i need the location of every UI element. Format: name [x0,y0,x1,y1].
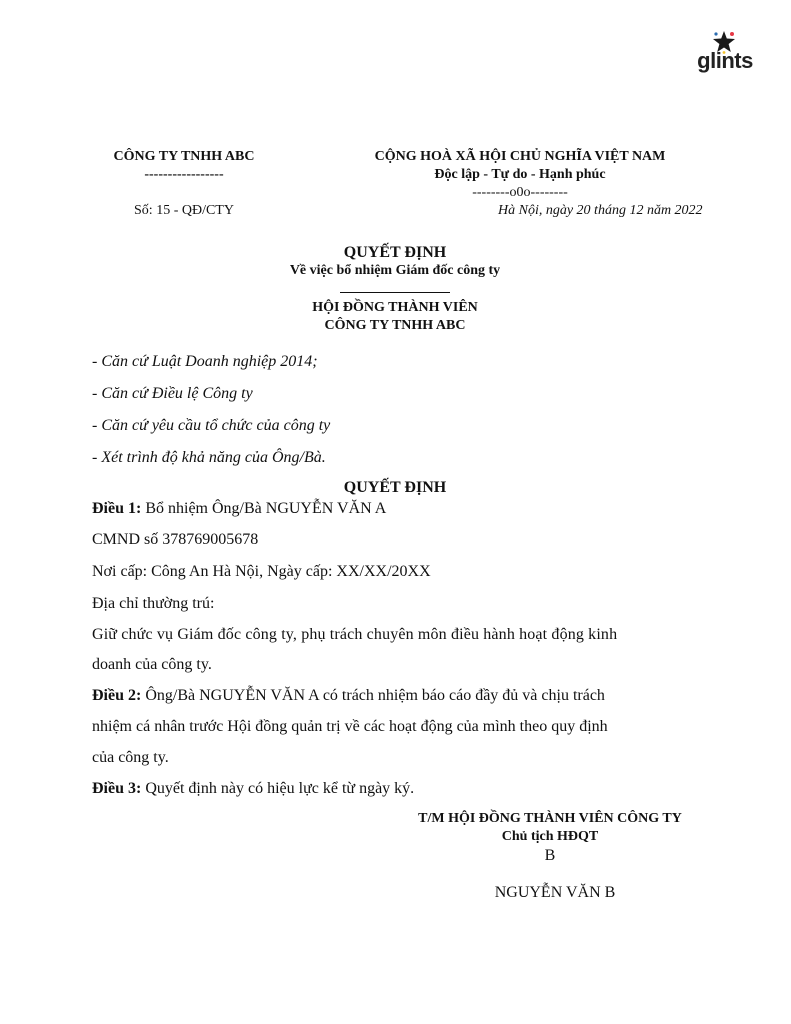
issued-info: Nơi cấp: Công An Hà Nội, Ngày cấp: XX/XX/20XX [92,563,431,580]
ground-item: - Căn cứ Điều lệ Công ty [92,385,253,402]
article-2-line-1 [92,686,699,706]
article-3-text: Quyết định này có hiệu lực kể từ ngày ký. [141,780,415,797]
decision-number: Số: 15 - QĐ/CTY [134,203,234,218]
article-2-line-2: nhiệm cá nhân trước Hội đồng quản trị về các hoạt động của mình theo quy định [92,718,608,735]
position-line-2: doanh của công ty. [92,656,212,673]
council-line-1: HỘI ĐỒNG THÀNH VIÊN [312,300,478,315]
title-rule [340,292,450,293]
id-card: CMND số 378769005678 [92,531,259,548]
nation-motto: Độc lập - Tự do - Hạnh phúc [434,167,606,182]
signature-on-behalf: T/M HỘI ĐỒNG THÀNH VIÊN CÔNG TY [418,811,682,826]
permanent-address: Địa chỉ thường trú: [92,595,215,612]
logo-text: glints [697,48,753,73]
article-1-text: Bổ nhiệm Ông/Bà NGUYỄN VĂN A [141,500,387,517]
ground-item: - Căn cứ yêu cầu tổ chức của công ty [92,417,331,434]
article-2-text: Ông/Bà NGUYỄN VĂN A có trách nhiệm báo cáo đầy đủ và chịu trách [141,687,605,704]
company-name: CÔNG TY TNHH ABC [113,149,255,164]
nation-title: CỘNG HOÀ XÃ HỘI CHỦ NGHĨA VIỆT NAM [374,149,666,164]
article-3 [92,779,414,799]
ground-item: - Căn cứ Luật Doanh nghiệp 2014; [92,353,318,370]
issue-date: Hà Nội, ngày 20 tháng 12 năm 2022 [498,203,703,218]
decision-subject: Về việc bổ nhiệm Giám đốc công ty [289,263,501,278]
position-line-1: Giữ chức vụ Giám đốc công ty, phụ trách chuyên môn điều hành hoạt động kinh [92,626,618,643]
article-2-label: Điều 2: [92,687,142,704]
article-3-label: Điều 3: [92,780,142,797]
signature-mark: B [544,847,556,864]
article-1 [92,499,386,519]
article-1-label: Điều 1: [92,500,142,517]
council-line-2: CÔNG TY TNHH ABC [324,318,466,333]
glints-logo [690,30,760,80]
signer-name: NGUYỄN VĂN B [494,884,616,901]
ground-item: - Xét trình độ khả năng của Ông/Bà. [92,449,326,466]
motto-ornament: --------o0o-------- [472,185,568,200]
signature-role: Chủ tịch HĐQT [501,829,599,844]
decision-title: QUYẾT ĐỊNH [343,244,447,261]
decision-heading: QUYẾT ĐỊNH [343,479,447,496]
article-2-line-3: của công ty. [92,749,169,766]
company-dashes: ----------------- [144,167,224,182]
